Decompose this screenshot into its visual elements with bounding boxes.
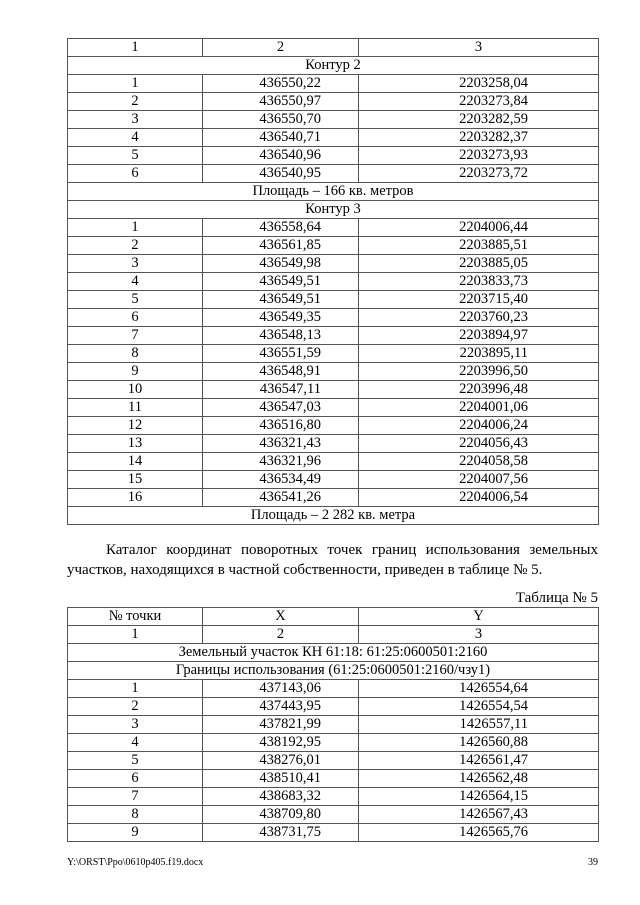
x-coordinate-cell: 436548,91 (203, 363, 359, 381)
table-row (68, 806, 599, 824)
x-coordinate-cell: 436547,03 (203, 399, 359, 417)
column-number-cell: 2 (203, 626, 359, 644)
point-number-cell: 9 (68, 824, 203, 842)
x-coordinate-cell: 436534,49 (203, 471, 359, 489)
column-header: X (203, 608, 359, 626)
table-row (68, 489, 599, 507)
point-number-cell: 7 (68, 788, 203, 806)
y-coordinate-cell: 1426554,54 (359, 698, 599, 716)
table-row (68, 680, 599, 698)
y-coordinate-cell: 2204006,44 (359, 219, 599, 237)
table-row (68, 716, 599, 734)
page-number: 39 (588, 857, 598, 868)
y-coordinate-cell: 2203273,72 (359, 165, 599, 183)
x-coordinate-cell: 436561,85 (203, 237, 359, 255)
table-row (68, 327, 599, 345)
y-coordinate-cell: 2203273,93 (359, 147, 599, 165)
y-coordinate-cell: 2204058,58 (359, 453, 599, 471)
contour-title-row (68, 201, 599, 219)
point-number-cell: 13 (68, 435, 203, 453)
point-number-cell: 9 (68, 363, 203, 381)
x-coordinate-cell: 436551,59 (203, 345, 359, 363)
y-coordinate-cell: 2203833,73 (359, 273, 599, 291)
point-number-cell: 6 (68, 309, 203, 327)
point-number-cell: 5 (68, 147, 203, 165)
x-coordinate-cell: 438683,32 (203, 788, 359, 806)
bounds-title: Границы использования (61:25:0600501:2160/чзу1) (68, 662, 599, 680)
y-coordinate-cell: 1426565,76 (359, 824, 599, 842)
point-number-cell: 1 (68, 219, 203, 237)
point-number-cell: 6 (68, 165, 203, 183)
point-number-cell: 3 (68, 111, 203, 129)
point-number-cell: 11 (68, 399, 203, 417)
column-number-cell: 1 (68, 39, 203, 57)
area-row (68, 183, 599, 201)
table-row (68, 291, 599, 309)
contour-title: Контур 3 (68, 201, 599, 219)
y-coordinate-cell: 2203760,23 (359, 309, 599, 327)
point-number-cell: 8 (68, 345, 203, 363)
table-row (68, 788, 599, 806)
table-row (68, 453, 599, 471)
point-number-cell: 7 (68, 327, 203, 345)
contour-area: Площадь – 2 282 кв. метра (68, 507, 599, 525)
y-coordinate-cell: 1426554,64 (359, 680, 599, 698)
y-coordinate-cell: 2204007,56 (359, 471, 599, 489)
table-row (68, 129, 599, 147)
x-coordinate-cell: 436558,64 (203, 219, 359, 237)
y-coordinate-cell: 2203282,37 (359, 129, 599, 147)
area-row (68, 507, 599, 525)
table-row (68, 770, 599, 788)
column-number-cell: 3 (359, 39, 599, 57)
x-coordinate-cell: 436549,35 (203, 309, 359, 327)
point-number-cell: 2 (68, 698, 203, 716)
table-row (68, 824, 599, 842)
y-coordinate-cell: 2203273,84 (359, 93, 599, 111)
paragraph-line-2: участков, находящихся в частной собственности, приведен в таблице № 5. (67, 562, 543, 578)
table-5-caption: Таблица № 5 (515, 590, 598, 606)
point-number-cell: 3 (68, 255, 203, 273)
table-row (68, 165, 599, 183)
x-coordinate-cell: 436540,95 (203, 165, 359, 183)
y-coordinate-cell: 2204006,54 (359, 489, 599, 507)
table-row (68, 345, 599, 363)
table-row (68, 381, 599, 399)
x-coordinate-cell: 436550,70 (203, 111, 359, 129)
point-number-cell: 8 (68, 806, 203, 824)
x-coordinate-cell: 438192,95 (203, 734, 359, 752)
x-coordinate-cell: 436540,96 (203, 147, 359, 165)
column-header: № точки (68, 608, 203, 626)
y-coordinate-cell: 2203895,11 (359, 345, 599, 363)
point-number-cell: 5 (68, 752, 203, 770)
column-number-cell: 1 (68, 626, 203, 644)
point-number-cell: 6 (68, 770, 203, 788)
point-number-cell: 2 (68, 237, 203, 255)
table-row (68, 309, 599, 327)
x-coordinate-cell: 436549,51 (203, 273, 359, 291)
x-coordinate-cell: 436550,97 (203, 93, 359, 111)
header-row (68, 39, 599, 57)
x-coordinate-cell: 436549,51 (203, 291, 359, 309)
x-coordinate-cell: 436516,80 (203, 417, 359, 435)
y-coordinate-cell: 1426564,15 (359, 788, 599, 806)
table-row (68, 237, 599, 255)
contour-title-row (68, 57, 599, 75)
x-coordinate-cell: 436547,11 (203, 381, 359, 399)
y-coordinate-cell: 1426561,47 (359, 752, 599, 770)
point-number-cell: 1 (68, 680, 203, 698)
point-number-cell: 14 (68, 453, 203, 471)
table-5 (67, 607, 599, 842)
y-coordinate-cell: 2203996,48 (359, 381, 599, 399)
table-row (68, 734, 599, 752)
y-coordinate-cell: 2203885,51 (359, 237, 599, 255)
point-number-cell: 10 (68, 381, 203, 399)
y-coordinate-cell: 1426560,88 (359, 734, 599, 752)
header-row (68, 608, 599, 626)
bounds-row (68, 662, 599, 680)
y-coordinate-cell: 2203715,40 (359, 291, 599, 309)
point-number-cell: 1 (68, 75, 203, 93)
column-number-cell: 2 (203, 39, 359, 57)
footer-file-path: Y:\ORST\Ppo\0610p405.f19.docx (67, 857, 204, 868)
x-coordinate-cell: 436549,98 (203, 255, 359, 273)
y-coordinate-cell: 2203258,04 (359, 75, 599, 93)
column-numbers-row (68, 626, 599, 644)
y-coordinate-cell: 1426557,11 (359, 716, 599, 734)
table-row (68, 219, 599, 237)
table-row (68, 399, 599, 417)
table-row (68, 255, 599, 273)
paragraph-line-1: Каталог координат поворотных точек границ использования земельных (106, 542, 598, 558)
table-row (68, 471, 599, 489)
x-coordinate-cell: 437443,95 (203, 698, 359, 716)
table-row (68, 75, 599, 93)
contour-title: Контур 2 (68, 57, 599, 75)
x-coordinate-cell: 436540,71 (203, 129, 359, 147)
x-coordinate-cell: 437143,06 (203, 680, 359, 698)
x-coordinate-cell: 438510,41 (203, 770, 359, 788)
x-coordinate-cell: 436541,26 (203, 489, 359, 507)
point-number-cell: 4 (68, 734, 203, 752)
y-coordinate-cell: 2204001,06 (359, 399, 599, 417)
y-coordinate-cell: 1426562,48 (359, 770, 599, 788)
table-row (68, 273, 599, 291)
y-coordinate-cell: 2203282,59 (359, 111, 599, 129)
point-number-cell: 3 (68, 716, 203, 734)
table-row (68, 752, 599, 770)
point-number-cell: 4 (68, 273, 203, 291)
x-coordinate-cell: 436321,43 (203, 435, 359, 453)
x-coordinate-cell: 438276,01 (203, 752, 359, 770)
column-number-cell: 3 (359, 626, 599, 644)
x-coordinate-cell: 436321,96 (203, 453, 359, 471)
table-row (68, 93, 599, 111)
point-number-cell: 16 (68, 489, 203, 507)
point-number-cell: 12 (68, 417, 203, 435)
point-number-cell: 2 (68, 93, 203, 111)
x-coordinate-cell: 438709,80 (203, 806, 359, 824)
y-coordinate-cell: 2204006,24 (359, 417, 599, 435)
table-row (68, 417, 599, 435)
contour-area: Площадь – 166 кв. метров (68, 183, 599, 201)
point-number-cell: 5 (68, 291, 203, 309)
contours-table (67, 38, 599, 525)
x-coordinate-cell: 437821,99 (203, 716, 359, 734)
table-row (68, 698, 599, 716)
y-coordinate-cell: 2203894,97 (359, 327, 599, 345)
table-row (68, 111, 599, 129)
y-coordinate-cell: 1426567,43 (359, 806, 599, 824)
point-number-cell: 15 (68, 471, 203, 489)
column-header: Y (359, 608, 599, 626)
table-row (68, 363, 599, 381)
table-row (68, 435, 599, 453)
y-coordinate-cell: 2203996,50 (359, 363, 599, 381)
x-coordinate-cell: 436550,22 (203, 75, 359, 93)
y-coordinate-cell: 2204056,43 (359, 435, 599, 453)
table-row (68, 147, 599, 165)
parcel-row (68, 644, 599, 662)
x-coordinate-cell: 438731,75 (203, 824, 359, 842)
y-coordinate-cell: 2203885,05 (359, 255, 599, 273)
point-number-cell: 4 (68, 129, 203, 147)
x-coordinate-cell: 436548,13 (203, 327, 359, 345)
catalog-paragraph (67, 540, 598, 580)
parcel-title: Земельный участок КН 61:18: 61:25:0600501:2160 (68, 644, 599, 662)
